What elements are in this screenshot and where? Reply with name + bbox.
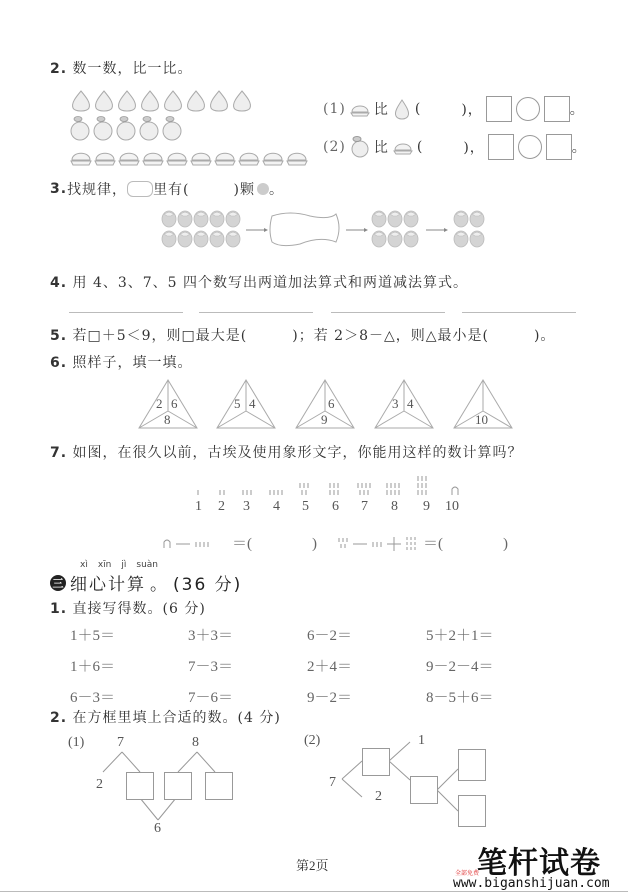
answer-line-3[interactable] xyxy=(331,312,445,313)
pear-icons xyxy=(70,87,260,113)
brand-tag: 全部免费 xyxy=(455,870,480,877)
strawberry-pattern xyxy=(160,208,500,256)
peach-icons xyxy=(70,145,310,167)
egyptian-numeral-glyphs xyxy=(190,474,480,498)
section-pinyin: xì xīn jì suàn xyxy=(80,560,158,570)
page-number: 第2页 xyxy=(296,858,329,873)
calc-grid xyxy=(70,624,570,717)
s3q2-title: 2. 在方框里填上合适的数。(4 分) xyxy=(50,710,281,726)
equation-answer-2[interactable]: ＝( ) xyxy=(423,536,508,552)
q6-title: 6. 照样子，填一填。 xyxy=(50,355,193,371)
calc-item[interactable]: 8－5＋6＝ xyxy=(426,690,494,706)
q4-title: 4. 用 4、3、7、5 四个数写出两道加法算式和两道减法算式。 xyxy=(50,275,469,291)
tri-right-num: 6 xyxy=(328,396,335,411)
tri-right-num: 4 xyxy=(249,396,256,411)
answer-box[interactable] xyxy=(126,772,154,800)
tri-left-num: 3 xyxy=(392,396,399,411)
q5-text: 5. 若□＋5＜9，则□最大是( )；若 2＞8－△，则△最小是( )。 xyxy=(50,328,556,344)
answer-box[interactable] xyxy=(458,795,486,827)
answer-box[interactable] xyxy=(164,772,192,800)
calc-row xyxy=(70,655,570,686)
answer-box[interactable] xyxy=(362,748,390,776)
calc-item[interactable]: 7－6＝ xyxy=(188,690,234,706)
answer-box-left[interactable] xyxy=(488,134,514,160)
equation-answer-1[interactable]: ＝( ) xyxy=(232,536,317,552)
section-score: (36 分) xyxy=(173,575,243,595)
answer-box[interactable] xyxy=(458,749,486,781)
apple-icons xyxy=(70,116,190,142)
answer-circle[interactable] xyxy=(518,135,542,159)
egyptian-equation-1 xyxy=(162,532,317,553)
tri-right-num: 4 xyxy=(407,396,414,411)
calc-item[interactable]: 1＋6＝ xyxy=(70,659,116,675)
peach-icon xyxy=(350,101,370,117)
calc-item[interactable]: 7－3＝ xyxy=(188,659,234,675)
apple-row xyxy=(70,116,190,146)
section-title: 细心计算 xyxy=(70,575,146,595)
triangle-puzzles xyxy=(138,378,518,434)
calc-item[interactable]: 3＋3＝ xyxy=(188,628,234,644)
calc-item[interactable]: 5＋2＋1＝ xyxy=(426,628,494,644)
strawberry-icon xyxy=(257,183,269,195)
pear-icon xyxy=(393,98,411,120)
section3-header: 三 细心计算 。 (36 分) xyxy=(50,570,242,595)
cloud-icon xyxy=(127,181,153,197)
number-bond-2: (2) 7 1 2 xyxy=(300,733,500,843)
tri-bottom-num: 8 xyxy=(164,412,171,427)
answer-box-right[interactable] xyxy=(546,134,572,160)
answer-box[interactable] xyxy=(410,776,438,804)
calc-item[interactable]: 9－2＝ xyxy=(307,690,353,706)
tri-right-num: 6 xyxy=(171,396,178,411)
answer-line-1[interactable] xyxy=(69,312,183,313)
q7-title: 7. 如图，在很久以前，古埃及使用象形文字，你能用这样的数计算吗？ xyxy=(50,445,523,461)
section-number-badge: 三 xyxy=(50,575,66,591)
triangle-diagrams xyxy=(138,378,518,430)
peach-row xyxy=(70,145,310,171)
apple-icon xyxy=(350,136,370,158)
pear-row xyxy=(70,87,260,117)
calc-item[interactable]: 6－3＝ xyxy=(70,690,116,706)
q2-title: 2. 数一数，比一比。 xyxy=(50,61,193,77)
calc-item[interactable]: 1＋5＝ xyxy=(70,628,116,644)
q3-title: 3. 找规律， 里有( )颗 。 xyxy=(50,181,284,198)
calc-item[interactable]: 9－2－4＝ xyxy=(426,659,494,675)
calc-item[interactable]: 6－2＝ xyxy=(307,628,353,644)
s3q1-title: 1. 直接写得数。(6 分) xyxy=(50,601,206,617)
calc-item[interactable]: 2＋4＝ xyxy=(307,659,353,675)
answer-box[interactable] xyxy=(205,772,233,800)
egyptian-equation-2 xyxy=(337,532,508,553)
brand-url[interactable]: www.biganshijuan.com xyxy=(453,876,610,891)
egyptian-numerals xyxy=(190,474,480,502)
compare-row-2: (2) 比 ( )， 。 xyxy=(323,134,587,160)
tri-left-num: 5 xyxy=(234,396,241,411)
equation-glyphs xyxy=(162,535,232,551)
answer-box-right[interactable] xyxy=(544,96,570,122)
tri-bottom-num: 10 xyxy=(475,412,488,427)
number-bond-1: (1) 7 8 2 6 xyxy=(60,735,260,840)
tri-left-num: 2 xyxy=(156,396,163,411)
answer-circle[interactable] xyxy=(516,97,540,121)
bottom-rule xyxy=(0,891,628,892)
answer-box-left[interactable] xyxy=(486,96,512,122)
answer-line-2[interactable] xyxy=(199,312,313,313)
calc-row xyxy=(70,624,570,655)
answer-line-4[interactable] xyxy=(462,312,576,313)
tri-bottom-num: 9 xyxy=(321,412,328,427)
pattern-sequence xyxy=(160,208,500,260)
compare-row-1: (1) 比 ( )， 。 xyxy=(323,96,585,122)
brand-name: 笔杆试卷 xyxy=(477,846,601,881)
peach-icon xyxy=(393,139,413,155)
